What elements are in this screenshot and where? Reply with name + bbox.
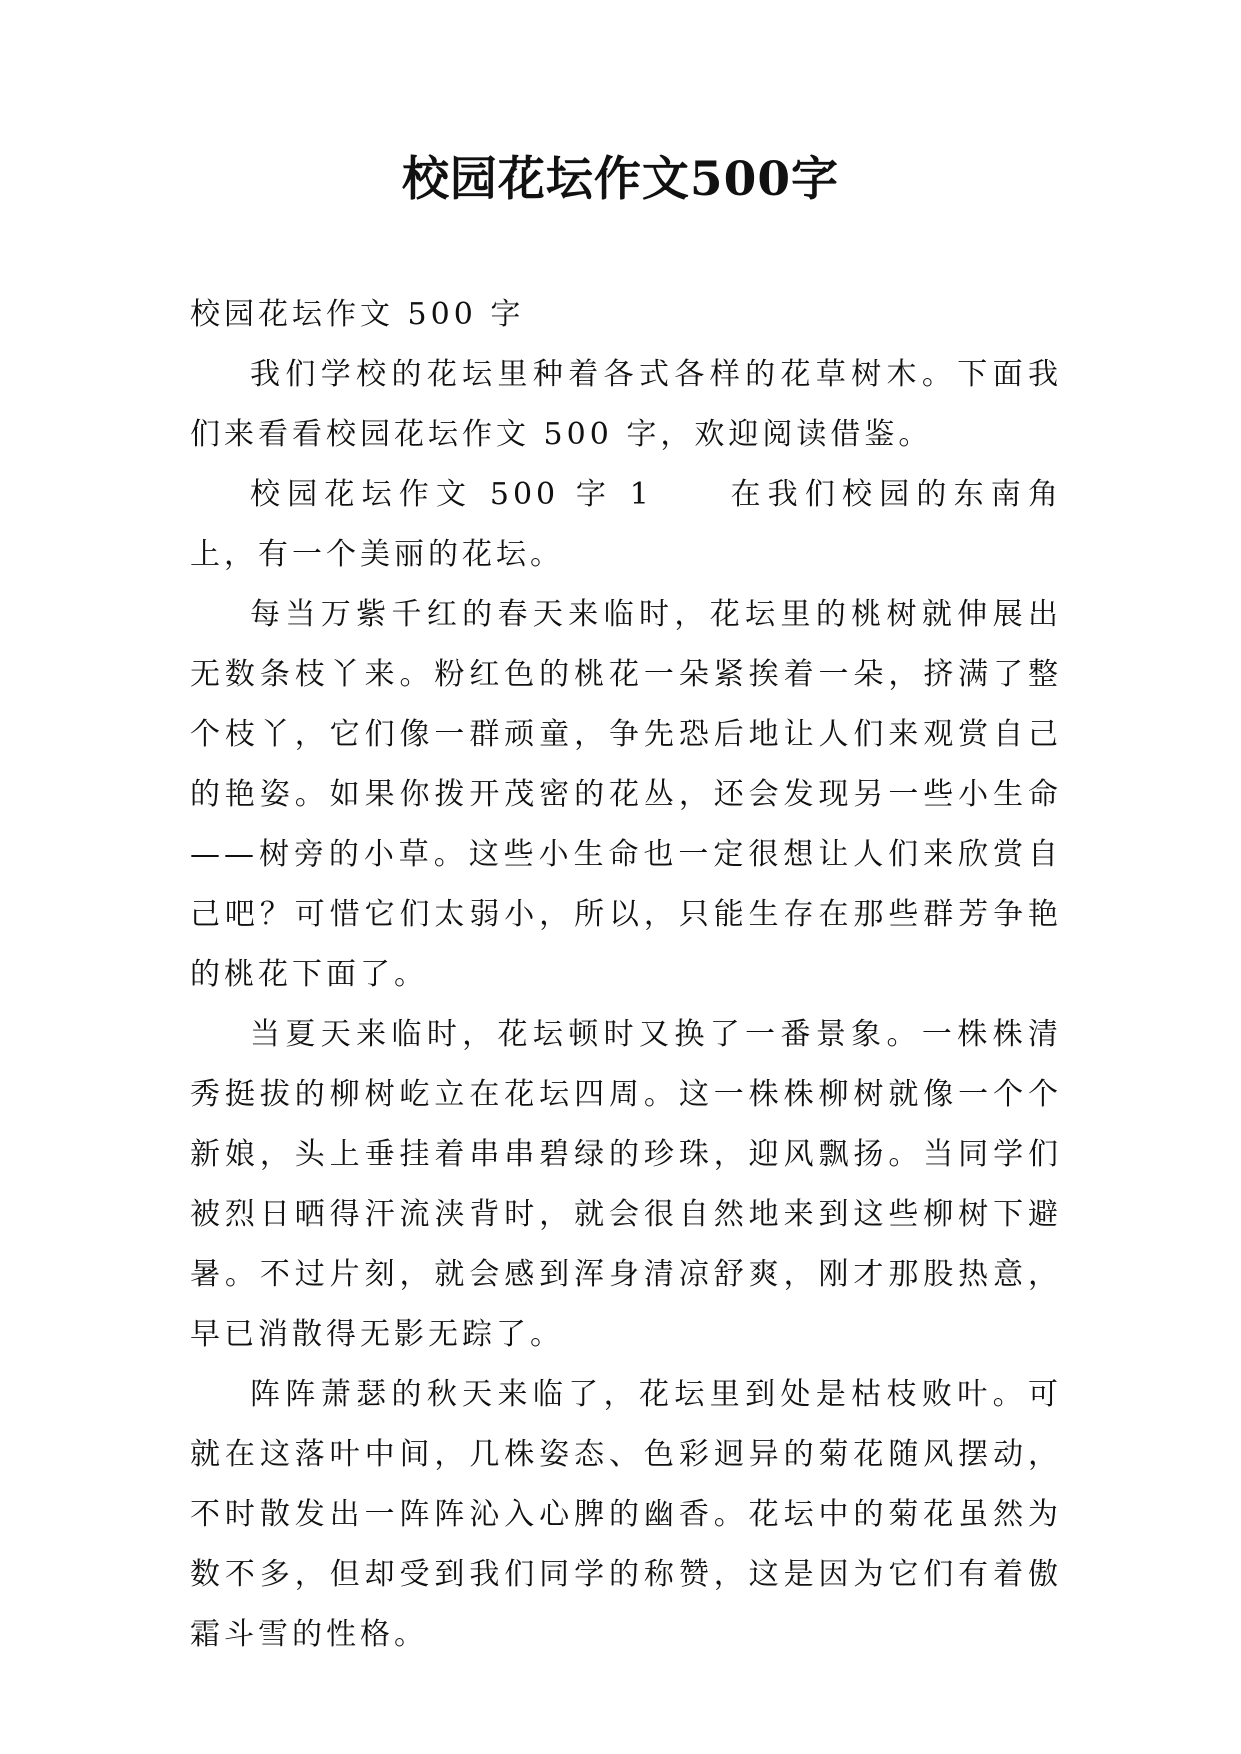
paragraph-intro: 我们学校的花坛里种着各式各样的花草树木。下面我们来看看校园花坛作文 500 字，欢迎阅读借鉴。 — [190, 357, 1062, 452]
paragraph-summer: 当夏天来临时，花坛顿时又换了一番景象。一株株清秀挺拔的柳树屹立在花坛四周。这一株株柳树就像一个个新娘，头上垂挂着串串碧绿的珍珠，迎风飘扬。当同学们被烈日晒得汗流浃背时，就会很自然地来到这些柳树下避暑。不过片刻，就会感到浑身清凉舒爽，刚才那股热意，早已消散得无影无踪了。 — [190, 1017, 1062, 1352]
document-body — [190, 285, 1062, 1665]
document-title: 校园花坛作文500字 — [401, 152, 840, 207]
document-subtitle: 校园花坛作文 500 字 — [190, 297, 525, 332]
paragraph-spring: 每当万紫千红的春天来临时，花坛里的桃树就伸展出无数条枝丫来。粉红色的桃花一朵紧挨着一朵，挤满了整个枝丫，它们像一群顽童，争先恐后地让人们来观赏自己的艳姿。如果你拨开茂密的花丛，还会发现另一些小生命——树旁的小草。这些小生命也一定很想让人们来欣赏自己吧？可惜它们太弱小，所以，只能生存在那些群芳争艳的桃花下面了。 — [190, 597, 1062, 992]
paragraph-autumn: 阵阵萧瑟的秋天来临了，花坛里到处是枯枝败叶。可就在这落叶中间，几株姿态、色彩迥异的菊花随风摆动，不时散发出一阵阵沁入心脾的幽香。花坛中的菊花虽然为数不多，但却受到我们同学的称赞，这是因为它们有着傲霜斗雪的性格。 — [190, 1377, 1062, 1652]
paragraph-essay-heading: 校园花坛作文 500 字 1 在我们校园的东南角上，有一个美丽的花坛。 — [190, 477, 1062, 572]
